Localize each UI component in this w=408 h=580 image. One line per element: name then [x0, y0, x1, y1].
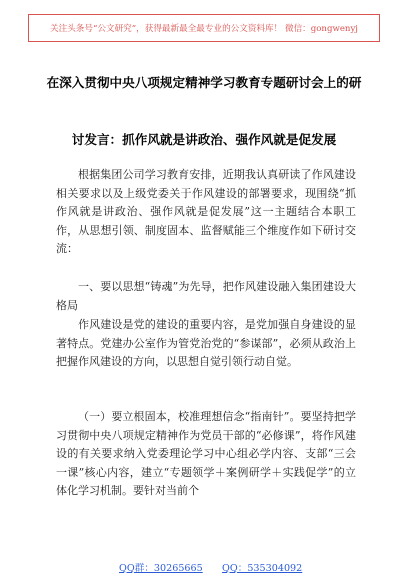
body-paragraph-intro: 根据集团公司学习教育安排，近期我认真研读了作风建设相关要求以及上级党委关于作风建设的部署要求，现围绕“抓作风就是讲政治、强作风就是促发展”这一主题结合本职工作，从思想引领、制度固本、监督赋能三个维度作如下研讨交流：	[56, 168, 356, 256]
footer-qq-group[interactable]: QQ群：30265665	[119, 563, 203, 574]
footer	[0, 560, 408, 574]
body-paragraph-2: 作风建设是党的建设的重要内容，是党加强自身建设的显著特点。党建办公室作为管党治党的“参谋部”，必须从政治上把握作风建设的方向，以思想自觉引领行动自觉。	[56, 318, 356, 369]
header-banner-text: 关注头条号“公文研究”，获得最新最全最专业的公文资料库！ 微信：gongwenyj	[50, 24, 358, 34]
header-banner	[28, 14, 380, 42]
footer-qq[interactable]: QQ：535304092	[222, 563, 303, 574]
document-title-line-2: 讨发言：抓作风就是讲政治、强作风就是促发展	[71, 132, 337, 147]
section-heading-1: 一、要以思想“铸魂”为先导，把作风建设融入集团建设大格局	[56, 280, 356, 312]
document-title-line-1: 在深入贯彻中央八项规定精神学习教育专题研讨会上的研	[46, 75, 362, 90]
body-paragraph-3: （一）要立根固本，校准理想信念“指南针”。要坚持把学习贯彻中央八项规定精神作为党员干部的“必修课”，将作风建设的有关要求纳入党委理论学习中心组必学内容、支部“三会一课”核心内容，建立“专题领学＋案例研学＋实践促学”的立体化学习机制。要针对当前个	[56, 410, 356, 498]
